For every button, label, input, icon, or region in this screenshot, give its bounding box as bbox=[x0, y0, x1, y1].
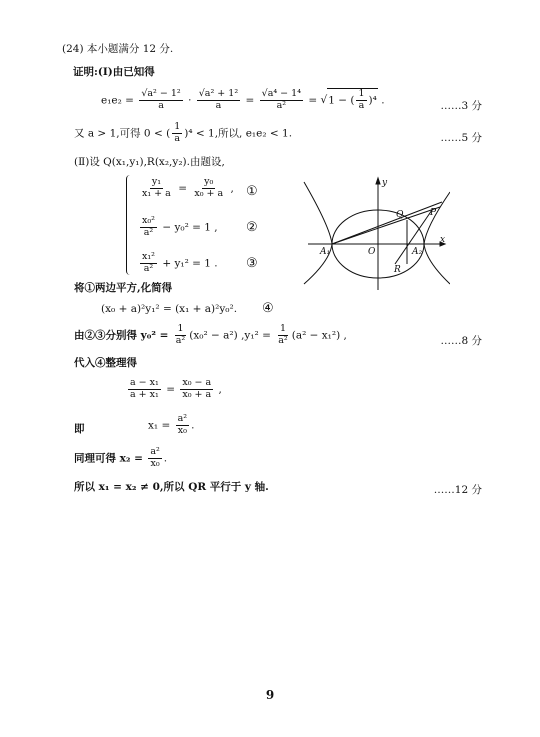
ratio-equation: $\frac{\text{a − x₁}}{\text{a + x₁}}$ = $\frac{\text{x₀ − a}}{\text{x₀ + a}}$ , bbox=[130, 377, 222, 400]
system-eq-3: $\frac{\text{x₁²}}{\text{a²}}$ + y₁² = 1 . bbox=[142, 251, 218, 274]
label-r: R bbox=[394, 265, 401, 275]
label-a2: A₂ bbox=[412, 247, 423, 257]
square-line: 将①两边平方,化简得 bbox=[74, 282, 173, 294]
mark-3: ③ bbox=[246, 256, 258, 271]
y-axis-arrow bbox=[376, 178, 380, 184]
system-brace bbox=[126, 175, 135, 275]
system-eq-2: $\frac{\text{x₀²}}{\text{a²}}$ − y₀² = 1 , bbox=[142, 215, 218, 238]
eq1-lhs: e₁e₂ = bbox=[101, 94, 134, 107]
hyperbola-right-branch bbox=[424, 192, 450, 284]
problem-header: (24) 本小题满分 12 分. bbox=[62, 43, 174, 55]
mark-2: ② bbox=[246, 220, 258, 235]
eq1-end: . bbox=[381, 94, 385, 107]
similar-line: 同理可得 x₂ = $\frac{\text{a²}}{\text{x₀}}$ . bbox=[74, 446, 168, 469]
eq1-fraction-1: $\frac{\text{√a² − 1²}}{a}$ bbox=[141, 88, 181, 111]
substitute-line: 代入④整理得 bbox=[74, 357, 137, 369]
label-o: O bbox=[368, 247, 376, 257]
eq1-radical: √1 − ( $\frac{1}{a}$ )⁴ bbox=[320, 88, 377, 111]
eq1-dot: · bbox=[188, 94, 192, 107]
equation-1 bbox=[101, 88, 385, 112]
label-p: P bbox=[430, 208, 437, 218]
ji-label: 即 bbox=[74, 423, 85, 435]
mark-1: ① bbox=[246, 184, 258, 199]
score-3: ……3 分 bbox=[440, 100, 482, 112]
hyperbola-ellipse-figure bbox=[300, 172, 450, 292]
system-eq-1: $\frac{\text{y₁}}{\text{x₁ + a}}$ = $\frac{\text{y₀}}{\text{x₀ + a}}$ , bbox=[142, 176, 234, 199]
mark-4: ④ bbox=[262, 301, 274, 316]
hyperbola-left-branch bbox=[304, 182, 332, 284]
page-number: 9 bbox=[265, 688, 275, 702]
part1-intro: 证明:(Ⅰ)由已知得 bbox=[73, 66, 155, 78]
eq1-equals: = bbox=[245, 94, 255, 107]
eq1-equals-2: = bbox=[308, 94, 318, 107]
score-5: ……5 分 bbox=[440, 132, 482, 144]
part2-intro: (Ⅱ)设 Q(x₁,y₁),R(x₂,y₂).由题设, bbox=[74, 156, 225, 168]
score-12: ……12 分 bbox=[433, 484, 482, 496]
label-a1: A₁ bbox=[320, 247, 331, 257]
conclusion-line: 所以 x₁ = x₂ ≠ 0,所以 QR 平行于 y 轴. bbox=[74, 481, 269, 493]
label-q: Q bbox=[396, 210, 404, 220]
eq1-fraction-2: $\frac{\text{√a² + 1²}}{a}$ bbox=[198, 88, 239, 111]
score-8: ……8 分 bbox=[440, 335, 482, 347]
line-2: 又 a > 1,可得 0 < ( $\frac{1}{a}$ )⁴ < 1,所以, e₁e₂ < 1. bbox=[74, 121, 293, 144]
from-2-3-line: 由②③分别得 y₀² = $\frac{1}{\text{a²}}$ (x₀² − a²) ,y₁² = $\frac{1}{\text{a²}}$ (a² − x₁²) , bbox=[74, 323, 347, 346]
equation-4: (x₀ + a)²y₁² = (x₁ + a)²y₀². bbox=[101, 303, 238, 315]
label-y: y bbox=[382, 178, 388, 188]
x1-equation: x₁ = $\frac{\text{a²}}{\text{x₀}}$ . bbox=[148, 413, 195, 436]
label-x: x bbox=[440, 235, 446, 245]
eq1-fraction-3: $\frac{\text{√a⁴ − 1⁴}}{\text{a²}}$ bbox=[261, 88, 302, 111]
